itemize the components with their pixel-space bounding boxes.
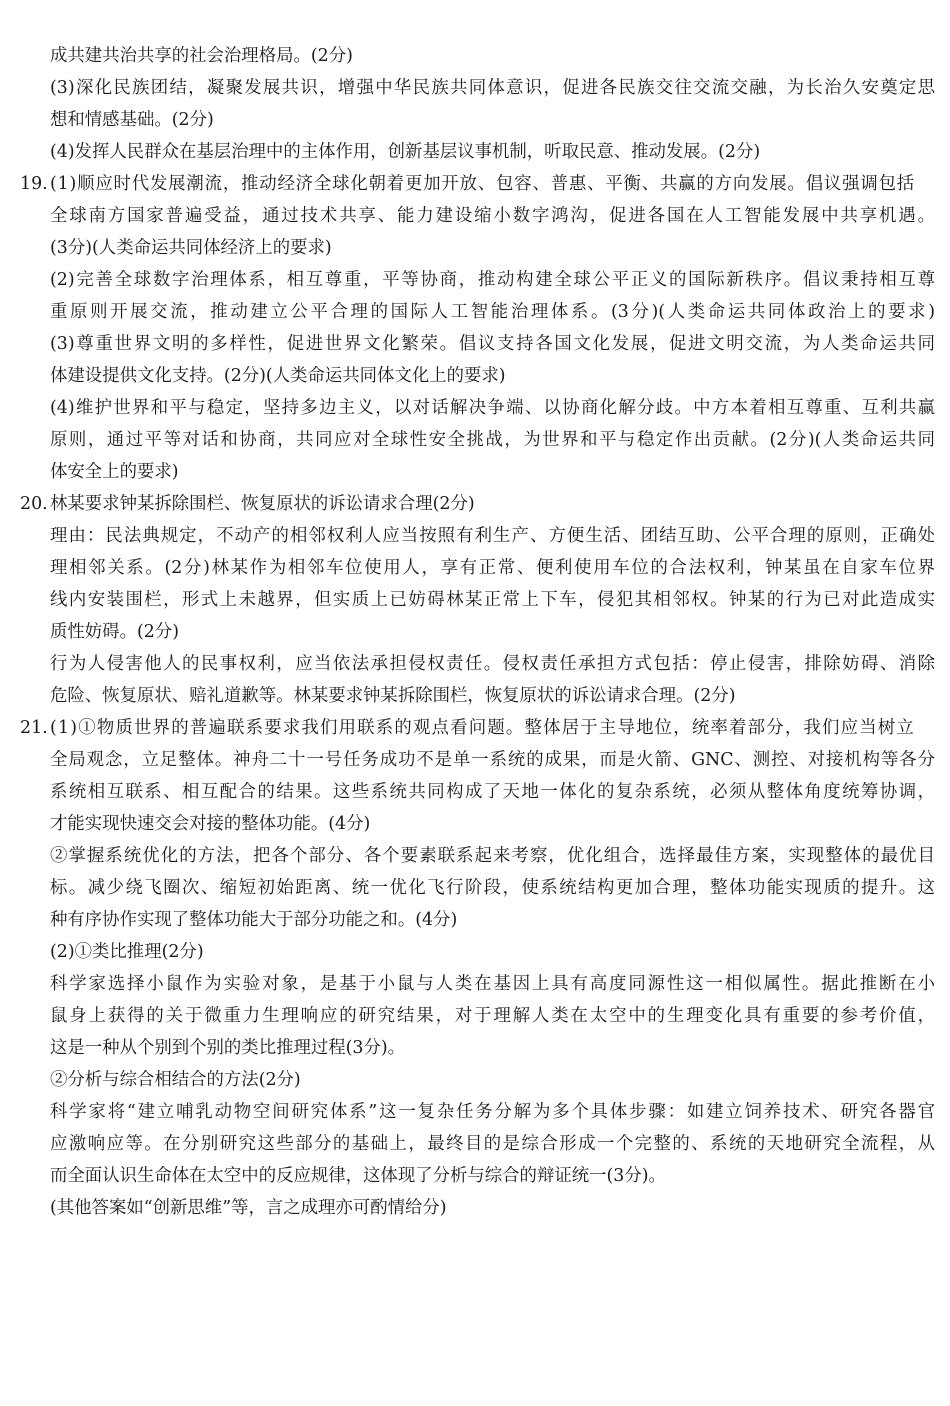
text-line: 理由：民法典规定，不动产的相邻权利人应当按照有利生产、方便生活、团结互助、公平合理的原则，正确处 xyxy=(50,526,935,546)
line-text: (1)顺应时代发展潮流，推动经济全球化朝着更加开放、包容、普惠、平衡、共赢的方向发展。倡议强调包括 xyxy=(50,174,915,194)
text-line: (4)维护世界和平与稳定，坚持多边主义，以对话解决争端、以协商化解分歧。中方本着相互尊重、互利共赢 xyxy=(50,398,935,418)
text-line: 线内安装围栏，形式上未越界，但实质上已妨碍林某正常上下车，侵犯其相邻权。钟某的行为已对此造成实 xyxy=(50,590,935,610)
text-line: (2)完善全球数字治理体系，相互尊重，平等协商，推动构建全球公平正义的国际新秩序。倡议秉持相互尊 xyxy=(50,270,935,290)
text-line: 重原则开展交流，推动建立公平合理的国际人工智能治理体系。(3分)(人类命运共同体政治上的要求) xyxy=(50,302,935,322)
question-number: 21. xyxy=(20,718,48,738)
text-line: 鼠身上获得的关于微重力生理响应的研究结果，对于理解人类在太空中的生理变化具有重要的参考价值， xyxy=(50,1006,935,1026)
text-line: 种有序协作实现了整体功能大于部分功能之和。(4分) xyxy=(50,910,458,930)
question-number: 20. xyxy=(20,494,48,514)
text-line: (其他答案如“创新思维”等，言之成理亦可酌情给分) xyxy=(50,1198,447,1218)
text-line: 而全面认识生命体在太空中的反应规律，这体现了分析与综合的辩证统一(3分)。 xyxy=(50,1166,666,1186)
text-line: 全局观念，立足整体。神舟二十一号任务成功不是单一系统的成果，而是火箭、GNC、测控、对接机构等各分 xyxy=(50,750,935,770)
text-line: 行为人侵害他人的民事权利，应当依法承担侵权责任。侵权责任承担方式包括：停止侵害，排除妨碍、消除 xyxy=(50,654,935,674)
question-start-line xyxy=(0,168,935,200)
text-line: 质性妨碍。(2分) xyxy=(50,622,179,642)
text-line: 系统相互联系、相互配合的结果。这些系统共同构成了天地一体化的复杂系统，必须从整体角度统筹协调， xyxy=(50,782,935,802)
question-start-line xyxy=(0,488,935,520)
text-line: 危险、恢复原状、赔礼道歉等。林某要求钟某拆除围栏，恢复原状的诉讼请求合理。(2分) xyxy=(50,686,736,706)
text-line: 才能实现快速交会对接的整体功能。(4分) xyxy=(50,814,371,834)
answer-text-block xyxy=(0,40,950,1224)
text-line: 科学家将“建立哺乳动物空间研究体系”这一复杂任务分解为多个具体步骤：如建立饲养技术、研究各器官 xyxy=(50,1102,935,1122)
text-line: (3)尊重世界文明的多样性，促进世界文化繁荣。倡议支持各国文化发展，促进文明交流，为人类命运共同 xyxy=(50,334,935,354)
text-line: 科学家选择小鼠作为实验对象，是基于小鼠与人类在基因上具有高度同源性这一相似属性。据此推断在小 xyxy=(50,974,935,994)
text-line: 体建设提供文化支持。(2分)(人类命运共同体文化上的要求) xyxy=(50,366,506,386)
question-start-line xyxy=(0,712,935,744)
text-line: ②掌握系统优化的方法，把各个部分、各个要素联系起来考察，优化组合，选择最佳方案，实现整体的最优目 xyxy=(50,846,935,866)
text-line: 全球南方国家普遍受益，通过技术共享、能力建设缩小数字鸿沟，促进各国在人工智能发展中共享机遇。 xyxy=(50,206,935,226)
question-number: 19. xyxy=(20,174,48,194)
text-line: 成共建共治共享的社会治理格局。(2分) xyxy=(50,46,353,66)
text-line: (2)①类比推理(2分) xyxy=(50,942,204,962)
text-line: 标。减少绕飞圈次、缩短初始距离、统一优化飞行阶段，使系统结构更加合理，整体功能实现质的提升。这 xyxy=(50,878,935,898)
text-line: 这是一种从个别到个别的类比推理过程(3分)。 xyxy=(50,1038,406,1058)
text-line: 体安全上的要求) xyxy=(50,462,179,482)
text-line: (4)发挥人民群众在基层治理中的主体作用，创新基层议事机制，听取民意、推动发展。(2分) xyxy=(50,142,761,162)
text-line: ②分析与综合相结合的方法(2分) xyxy=(50,1070,301,1090)
text-line: 理相邻关系。(2分)林某作为相邻车位使用人，享有正常、便利使用车位的合法权利，钟某虽在自家车位界 xyxy=(50,558,935,578)
text-line: (3)深化民族团结，凝聚发展共识，增强中华民族共同体意识，促进各民族交往交流交融，为长治久安奠定思 xyxy=(50,78,935,98)
line-text: (1)①物质世界的普遍联系要求我们用联系的观点看问题。整体居于主导地位，统率着部分，我们应当树立 xyxy=(50,718,915,738)
text-line: (3分)(人类命运共同体经济上的要求) xyxy=(50,238,332,258)
line-text: 林某要求钟某拆除围栏、恢复原状的诉讼请求合理(2分) xyxy=(50,494,475,514)
text-line: 想和情感基础。(2分) xyxy=(50,110,214,130)
text-line: 原则，通过平等对话和协商，共同应对全球性安全挑战，为世界和平与稳定作出贡献。(2分)(人类命运共同 xyxy=(50,430,935,450)
text-line: 应激响应等。在分别研究这些部分的基础上，最终目的是综合形成一个完整的、系统的天地研究全流程，从 xyxy=(50,1134,935,1154)
